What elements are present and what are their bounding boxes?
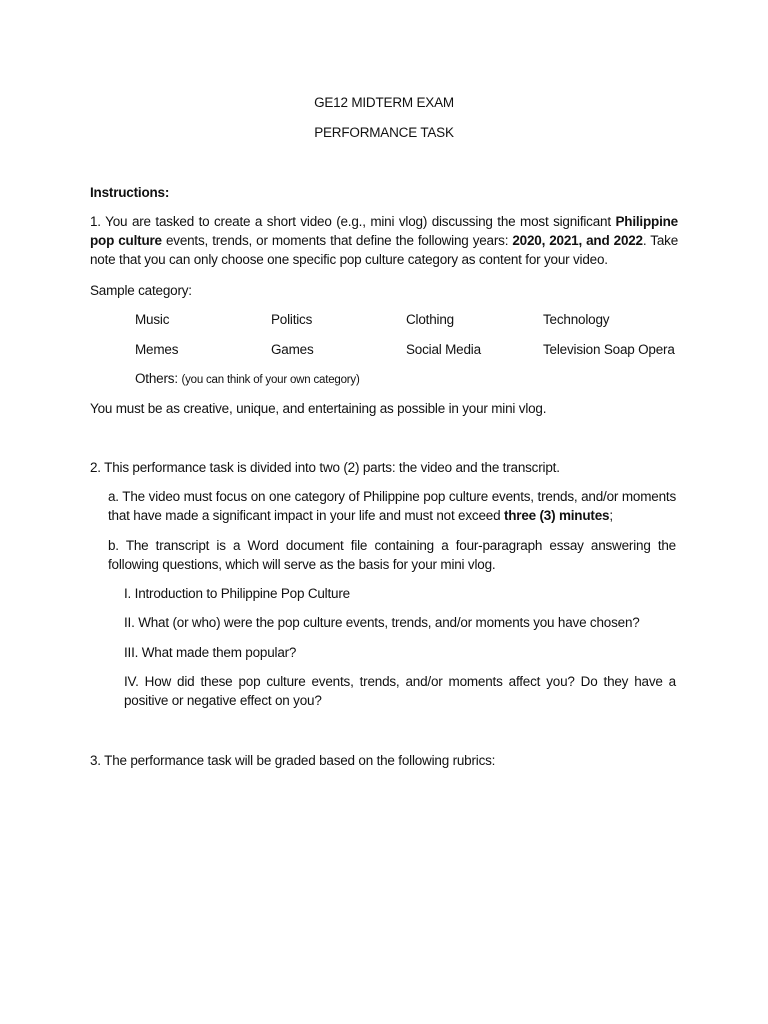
others-label: Others: [135, 371, 178, 386]
item2-a-end: ; [609, 508, 613, 523]
instructions-heading: Instructions: [90, 185, 170, 200]
item1-text-c: . Take note that you can only choose one specific pop culture category as content for your video. [90, 233, 678, 267]
item1-text-b: events, trends, or moments that define the following years: [161, 233, 513, 248]
item2-a-text: a. The video must focus on one category of Philippine pop culture events, trends, and/or moments that have made a significant impact in your life and must not exceed [108, 489, 676, 523]
item1-bold-a: Philippine pop culture [90, 214, 678, 248]
exam-title: GE12 MIDTERM EXAM [314, 95, 454, 110]
question-3: III. What made them popular? [124, 645, 297, 660]
category-games: Games [271, 342, 314, 357]
question-1: I. Introduction to Philippine Pop Culture [124, 586, 350, 601]
category-social-media: Social Media [406, 342, 481, 357]
item1-text-a: 1. You are tasked to create a short video (e.g., mini vlog) discussing the most significant [90, 214, 616, 229]
creative-line: You must be as creative, unique, and entertaining as possible in your mini vlog. [90, 401, 547, 416]
question-2: II. What (or who) were the pop culture events, trends, and/or moments you have chosen? [124, 615, 640, 630]
category-politics: Politics [271, 312, 313, 327]
category-technology: Technology [543, 312, 610, 327]
instruction-item-3: 3. The performance task will be graded based on the following rubrics: [90, 753, 496, 768]
instruction-item-1 [90, 212, 678, 269]
question-4: IV. How did these pop culture events, trends, and/or moments affect you? Do they have a positive or negative effect on you? [124, 674, 676, 708]
category-television-soap-opera: Television Soap Opera [543, 342, 675, 357]
item2-part-b: b. The transcript is a Word document file containing a four-paragraph essay answering the following questions, which will serve as the basis for your mini vlog. [108, 538, 676, 572]
category-memes: Memes [135, 342, 179, 357]
item2-part-a [108, 487, 676, 525]
item1-bold-b: 2020, 2021, and 2022 [512, 233, 643, 248]
category-others [135, 369, 360, 390]
item2-a-bold: three (3) minutes [503, 508, 610, 523]
exam-subtitle: PERFORMANCE TASK [314, 125, 454, 140]
sample-category-label: Sample category: [90, 283, 192, 298]
category-clothing: Clothing [406, 312, 454, 327]
others-note: (you can think of your own category) [181, 374, 360, 386]
category-music: Music [135, 312, 170, 327]
instruction-item-2: 2. This performance task is divided into two (2) parts: the video and the transcript. [90, 460, 560, 475]
